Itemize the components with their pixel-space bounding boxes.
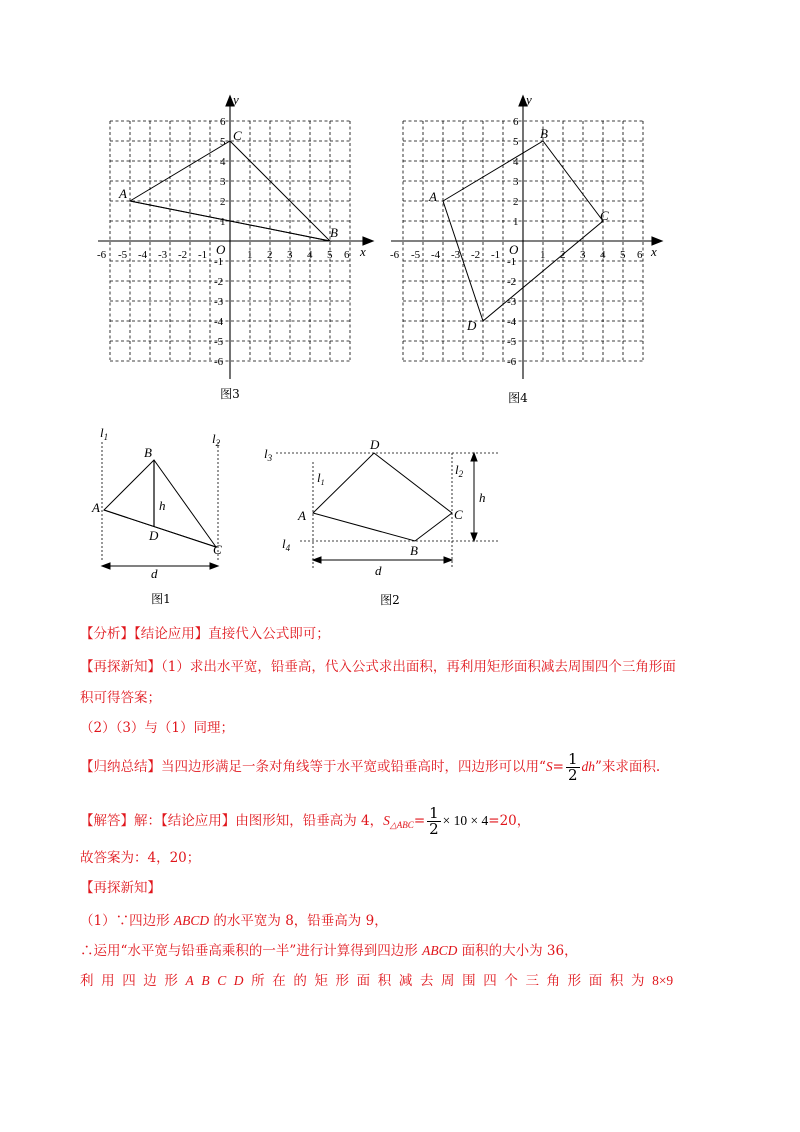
x-tick: 1: [247, 249, 253, 261]
figure-3-caption: 图3: [220, 387, 240, 400]
step2-line: [80, 941, 578, 961]
width-d-label: d: [151, 566, 158, 581]
x-tick: 3: [287, 249, 293, 261]
line-l4-label: $l_4$: [282, 536, 291, 553]
x-tick: 1: [540, 249, 546, 261]
line-l1-label: $l_1$: [317, 470, 325, 487]
x-tick: -4: [138, 249, 148, 261]
point-b-label: B: [144, 445, 152, 460]
x-tick: 4: [600, 249, 606, 261]
x-tick: -2: [178, 249, 188, 261]
y-tick: -6: [507, 356, 517, 368]
x-tick: -1: [198, 249, 208, 261]
point-d-label: D: [467, 318, 477, 333]
y-tick: -1: [214, 256, 224, 268]
step3-text: 利用四边形: [80, 973, 186, 989]
step1-text: （1）∵四边形: [80, 913, 174, 929]
y-tick: 6: [220, 116, 226, 128]
line-l3-label: $l_3$: [264, 446, 273, 463]
y-tick: 3: [513, 176, 519, 188]
y-tick: 4: [220, 156, 226, 168]
point-d-label: D: [370, 437, 380, 452]
step2-text: ∴运用“水平宽与铅垂高乘积的一半”进行计算得到四边形: [80, 943, 423, 959]
x-tick: -1: [491, 249, 501, 261]
area-subscript: △ABC: [389, 820, 414, 830]
y-tick: -6: [214, 356, 224, 368]
step1-text-end: 的水平宽为 8，铅垂高为 9，: [209, 913, 388, 929]
summary-line: [80, 752, 660, 783]
summary-text: 【归纳总结】当四边形满足一条对角线等于水平宽或铅垂高时，四边形可以用“: [80, 759, 546, 775]
step3-text-mid: 所在的矩形面积减去周围四个三角形面积为: [251, 973, 653, 989]
y-tick: -1: [507, 256, 517, 268]
x-tick: -2: [471, 249, 481, 261]
x-axis-label: x: [360, 244, 366, 259]
figure-1-triangle-diagram: [90, 420, 250, 610]
x-tick: -4: [431, 249, 441, 261]
x-tick: 6: [637, 249, 643, 261]
x-tick: 2: [560, 249, 566, 261]
step2-text-end: 面积的大小为 36，: [457, 943, 578, 959]
x-tick: 4: [307, 249, 313, 261]
y-tick: 6: [513, 116, 519, 128]
point-b-label: B: [330, 225, 338, 240]
width-d-label: d: [375, 563, 382, 578]
fraction-half: $\frac{1}{2}$: [429, 804, 439, 838]
y-tick: -3: [214, 296, 224, 308]
figure-2-caption: 图2: [380, 593, 400, 607]
point-a-label: A: [119, 186, 127, 201]
figure-4-coordinate-grid: [383, 90, 673, 410]
x-axis-label: x: [651, 244, 657, 259]
y-tick: 2: [220, 196, 226, 208]
x-tick: 5: [620, 249, 626, 261]
point-c-label: C: [213, 542, 222, 557]
point-c-label: C: [233, 128, 242, 143]
x-tick: -3: [451, 249, 461, 261]
line-l2-label: $l_2$: [212, 431, 221, 448]
point-d-label: D: [149, 528, 159, 543]
origin-label: O: [216, 242, 226, 257]
formula-s: S: [545, 759, 553, 774]
height-h-label: h: [479, 490, 486, 505]
summary-text-end: ”来求面积.: [595, 759, 661, 775]
y-tick: -4: [507, 316, 517, 328]
step3-line: [80, 971, 673, 991]
point-b-label: B: [540, 126, 548, 141]
step3-expression: 8×9: [652, 973, 674, 988]
rediscover-line-cont: 积可得答案；: [80, 690, 161, 706]
x-tick: -3: [158, 249, 168, 261]
y-tick: 3: [220, 176, 226, 188]
line-l2-label: $l_2$: [455, 462, 464, 479]
x-tick: 6: [344, 249, 350, 261]
rediscover-line: 【再探新知】（1）求出水平宽，铅垂高，代入公式求出面积，再利用矩形面积减去周围四个三角形面: [80, 659, 676, 675]
y-tick: -2: [214, 276, 224, 288]
solution-line: [80, 806, 530, 837]
y-axis-label: y: [526, 92, 532, 107]
origin-label: O: [509, 242, 519, 257]
abcd-label: ABCD: [185, 973, 252, 988]
point-a-label: A: [92, 500, 100, 515]
analysis-line: 【分析】【结论应用】直接代入公式即可；: [80, 626, 330, 642]
solution-expression: × 10 × 4: [442, 813, 489, 828]
x-tick: -6: [97, 249, 107, 261]
solution-text: 【解答】解：【结论应用】由图形知，铅垂高为 4，: [80, 813, 384, 829]
x-tick: -5: [411, 249, 421, 261]
y-tick: -5: [214, 336, 224, 348]
figure-2-quadrilateral-diagram: [262, 432, 512, 610]
x-tick: 5: [327, 249, 333, 261]
point-b-label: B: [410, 543, 418, 558]
figure-4-caption: 图4: [508, 391, 528, 405]
height-h-label: h: [159, 498, 166, 513]
figure-1-caption: 图1: [151, 592, 171, 606]
y-tick: -3: [507, 296, 517, 308]
x-tick: 2: [267, 249, 273, 261]
x-tick: -5: [118, 249, 128, 261]
x-tick: 3: [580, 249, 586, 261]
y-tick: 1: [513, 216, 519, 228]
rediscover-heading: 【再探新知】: [80, 880, 161, 896]
y-tick: 2: [513, 196, 519, 208]
same-reasoning-line: （2）（3）与（1）同理；: [80, 720, 235, 736]
abcd-label: ABCD: [422, 943, 458, 958]
solution-eq: =: [413, 813, 426, 829]
step1-line: [80, 911, 388, 931]
point-a-label: A: [429, 189, 437, 204]
line-l1-label: $l_1$: [100, 425, 109, 442]
y-tick: 5: [513, 136, 519, 148]
point-c-label: C: [454, 507, 463, 522]
y-tick: -5: [507, 336, 517, 348]
y-axis-label: y: [233, 92, 239, 107]
formula-dh: dh: [581, 759, 596, 774]
area-symbol: S: [383, 813, 390, 828]
formula-eq: =: [552, 759, 564, 775]
solution-result: =20，: [488, 813, 531, 829]
fraction-half: $\frac{1}{2}$: [567, 750, 578, 784]
y-tick: 4: [513, 156, 519, 168]
figure-3-coordinate-grid: [90, 90, 380, 400]
y-tick: 5: [220, 136, 226, 148]
y-tick: -4: [214, 316, 224, 328]
y-tick: 1: [220, 216, 226, 228]
answer-line: 故答案为：4，20；: [80, 850, 201, 866]
abcd-label: ABCD: [173, 913, 210, 928]
point-a-label: A: [298, 508, 306, 523]
point-c-label: C: [600, 208, 609, 223]
x-tick: -6: [390, 249, 400, 261]
y-tick: -2: [507, 276, 517, 288]
